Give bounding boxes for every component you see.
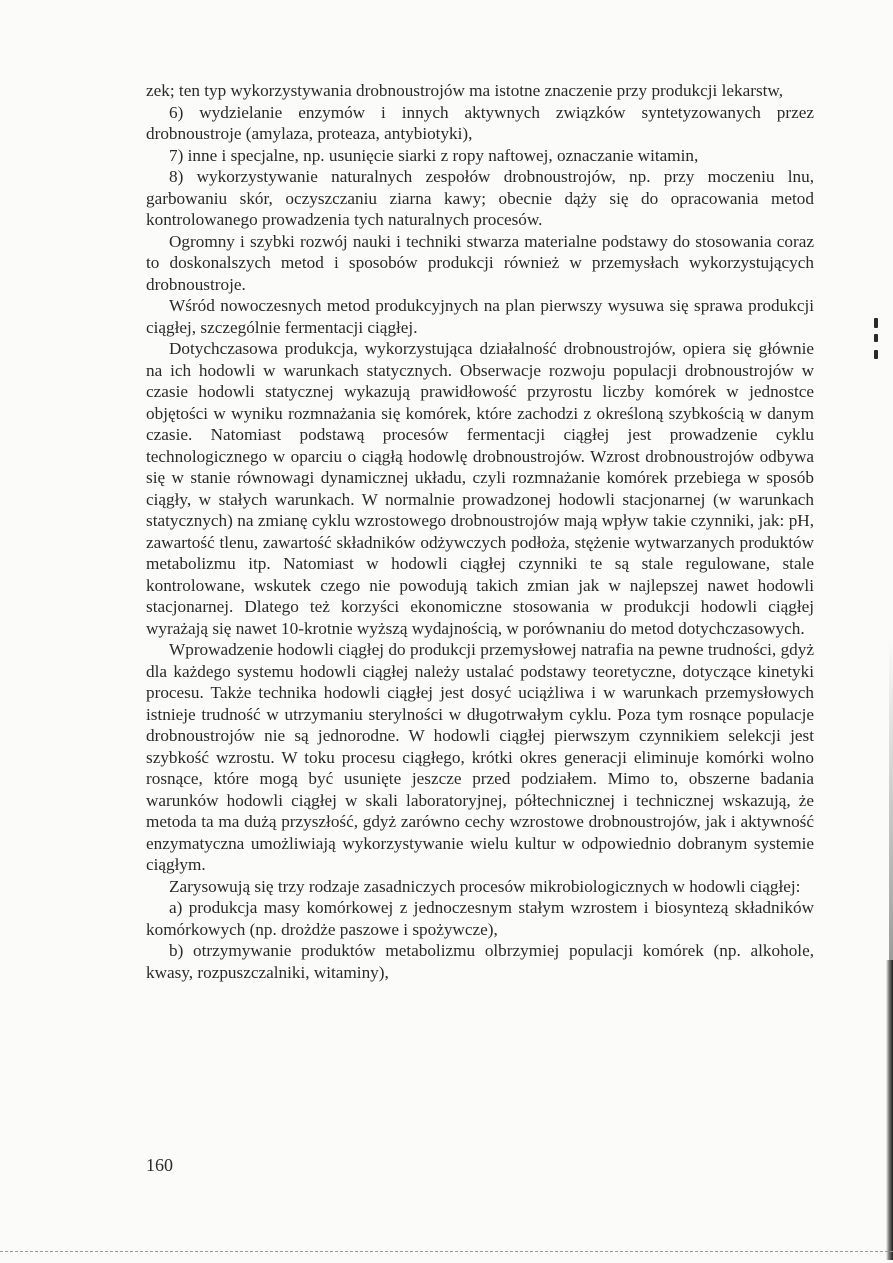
list-item-b: b) otrzymywanie produktów metabolizmu olbrzymiej populacji komórek (np. alkohole, kwasy, rozpuszczalniki, witaminy), — [146, 941, 814, 982]
page-number: 160 — [146, 1155, 173, 1175]
margin-mark — [874, 350, 878, 359]
paragraph-progress: Ogromny i szybki rozwój nauki i techniki stwarza materialne podstawy do stosowania coraz to doskonalszych metod i sposobów produkcji również w przemysłach wykorzystujących drobnoustroje. — [146, 231, 814, 294]
bottom-scan-line — [0, 1251, 893, 1253]
scan-edge — [886, 960, 893, 1260]
paragraph-1: zek; ten typ wykorzystywania drobnoustrojów ma istotne znaczenie przy produkcji lekarstw, — [146, 81, 784, 100]
list-item-a: a) produkcja masy komórkowej z jednoczesnym stałym wzrostem i biosyntezą składników komórkowych (np. drożdże paszowe i spożywcze), — [146, 898, 814, 939]
scan-shadow — [889, 640, 893, 960]
body-text — [146, 80, 814, 983]
paragraph-difficulties: Wprowadzenie hodowli ciągłej do produkcji przemysłowej natrafia na pewne trudności, gdyż dla każdego systemu hodowli ciągłej należy ustalać podstawy teoretyczne, dotyczące kinetyki procesu. Także technika hodowli ciągłej jest dosyć uciążliwa i w warunkach przemysłowych istnieje trudność w utrzymaniu sterylności w długotrwałym cyklu. Poza tym rosnące populacje drobnoustrojów nie są jednorodne. W hodowli ciągłej pierwszym czynnikiem selekcji jest szybkość wzrostu. W toku procesu ciągłego, krótki okres generacji eliminuje komórki wolno rosnące, które mogą być usunięte jeszcze przed podziałem. Mimo to, obszerne badania warunków hodowli ciągłej w skali laboratoryjnej, półtechnicznej i technicznej wskazują, że metoda ta ma dużą przyszłość, gdyż zarówno cechy wzrostowe drobnoustrojów, jak i aktywność enzymatyczna umożliwiają wykorzystywanie wielu kultur w odpowiednio dobranym systemie ciągłym. — [146, 640, 814, 874]
paragraph-process-types: Zarysowują się trzy rodzaje zasadniczych procesów mikrobiologicznych w hodowli ciągłej: — [169, 876, 801, 896]
paragraph-static-vs-continuous: Dotychczasowa produkcja, wykorzystująca działalność drobnoustrojów, opiera się głównie na ich hodowli w warunkach statycznych. Obserwacje rozwoju populacji drobnoustrojów w czasie hodowli statycznej wykazują prawidłowość przyrostu liczby komórek w jednostce objętości w wyniku rozmnażania się komórek, które zachodzi z określoną szybkością w danym czasie. Natomiast podstawą procesów fermentacji ciągłej jest prowadzenie cyklu technologicznego w oparciu o ciągłą hodowlę drobnoustrojów. Wzrost drobnoustrojów odbywa się w stanie równowagi dynamicznej układu, czyli rozmnażanie komórek przebiega w sposób ciągły, w stałych warunkach. W normalnie prowadzonej hodowli stacjonarnej (w warunkach statycznych) na zmianę cyklu wzrostowego drobnoustrojów mają wpływ takie czynniki, jak: pH, zawartość tlenu, zawartość składników odżywczych podłoża, stężenie wytwarzanych produktów metabolizmu itp. Natomiast w hodowli ciągłej czynniki te są stale regulowane, stale kontrolowane, wskutek czego nie powodują takich zmian jak w najlepszej nawet hodowli stacjonarnej. Dlatego też korzyści ekonomiczne stosowania w produkcji hodowli ciągłej wyrażają się nawet 10-krotnie wyższą wydajnością, w porównaniu do metod dotychczasowych. — [146, 339, 814, 638]
list-item-7: 7) inne i specjalne, np. usunięcie siarki z ropy naftowej, oznaczanie witamin, — [169, 145, 699, 165]
list-item-6: 6) wydzielanie enzymów i innych aktywnych związków syntetyzowanych przez drobnoustroje (amylaza, proteaza, antybiotyki), — [146, 102, 814, 143]
margin-mark — [874, 334, 878, 342]
paragraph-continuous-production: Wśród nowoczesnych metod produkcyjnych na plan pierwszy wysuwa się sprawa produkcji ciągłej, szczególnie fermentacji ciągłej. — [146, 296, 814, 337]
list-item-8: 8) wykorzystywanie naturalnych zespołów drobnoustrojów, np. przy moczeniu lnu, garbowaniu skór, oczyszczaniu ziarna kawy; obecnie dąży się do opracowania metod kontrolowanego prowadzenia tych naturalnych procesów. — [146, 167, 814, 229]
margin-mark — [874, 318, 878, 328]
